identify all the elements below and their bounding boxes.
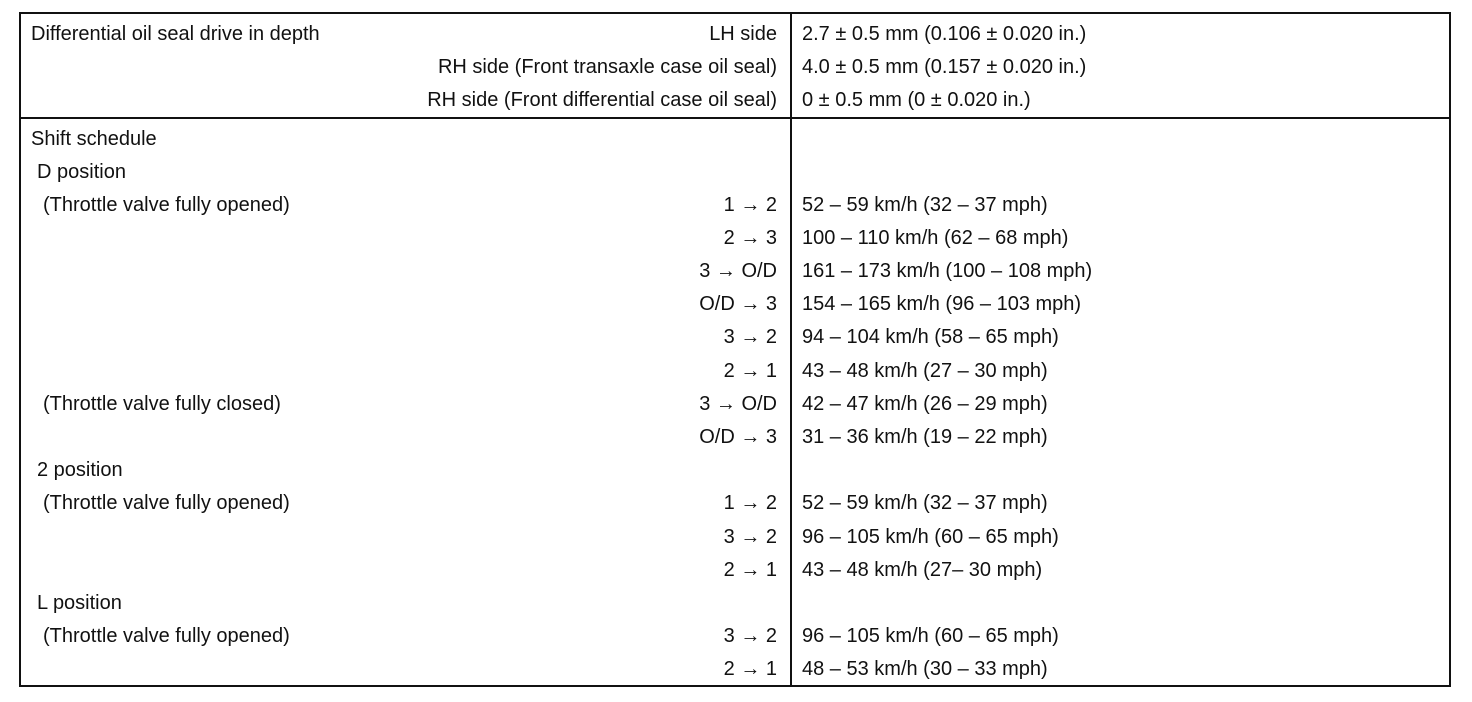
shift-speed-value: 100 – 110 km/h (62 – 68 mph) xyxy=(802,227,1069,249)
table-row xyxy=(21,421,1449,454)
table-row xyxy=(21,355,1449,388)
shift-speed-value: 94 – 104 km/h (58 – 65 mph) xyxy=(802,326,1059,348)
table-row xyxy=(21,487,1449,520)
shift-label: 3 → 2 xyxy=(723,326,777,348)
table-row xyxy=(21,587,1449,620)
spec-table xyxy=(19,12,1451,687)
section-divider xyxy=(21,117,1449,119)
seal-side-label: RH side (Front differential case oil seal) xyxy=(427,89,777,111)
table-row xyxy=(21,123,1449,156)
shift-label: 3 → O/D xyxy=(699,393,777,415)
seal-side-label: RH side (Front transaxle case oil seal) xyxy=(437,56,777,78)
shift-speed-value: 52 – 59 km/h (32 – 37 mph) xyxy=(802,492,1048,514)
table-row xyxy=(21,156,1449,189)
shift-label: 3 → 2 xyxy=(723,625,777,647)
table-row xyxy=(21,554,1449,587)
table-row xyxy=(21,255,1449,288)
throttle-condition-label: (Throttle valve fully opened) xyxy=(43,194,290,216)
shift-speed-value: 43 – 48 km/h (27 – 30 mph) xyxy=(802,360,1048,382)
shift-label: 2 → 1 xyxy=(723,360,777,382)
table-row xyxy=(21,653,1449,686)
table-row xyxy=(21,18,1449,51)
shift-speed-value: 52 – 59 km/h (32 – 37 mph) xyxy=(802,194,1048,216)
shift-speed-value: 96 – 105 km/h (60 – 65 mph) xyxy=(802,526,1059,548)
table-row xyxy=(21,521,1449,554)
table-row xyxy=(21,84,1449,117)
shift-speed-value: 154 – 165 km/h (96 – 103 mph) xyxy=(802,293,1082,315)
shift-speed-value: 96 – 105 km/h (60 – 65 mph) xyxy=(802,625,1059,647)
table-row xyxy=(21,620,1449,653)
shift-label: 3 → O/D xyxy=(699,260,777,282)
d-position-label: D position xyxy=(37,161,126,183)
shift-label: O/D → 3 xyxy=(699,426,777,448)
shift-speed-value: 42 – 47 km/h (26 – 29 mph) xyxy=(802,393,1048,415)
l-position-label: L position xyxy=(37,592,122,614)
shift-speed-value: 48 – 53 km/h (30 – 33 mph) xyxy=(802,658,1048,680)
shift-label: 1 → 2 xyxy=(723,492,777,514)
table-row xyxy=(21,321,1449,354)
shift-schedule-title: Shift schedule xyxy=(31,128,157,150)
seal-value: 0 ± 0.5 mm (0 ± 0.020 in.) xyxy=(802,89,1031,111)
table-row xyxy=(21,288,1449,321)
shift-label: 2 → 3 xyxy=(723,227,777,249)
shift-label: 2 → 1 xyxy=(723,658,777,680)
seal-side-label: LH side xyxy=(709,23,777,45)
throttle-condition-label: (Throttle valve fully opened) xyxy=(43,492,290,514)
seal-value: 2.7 ± 0.5 mm (0.106 ± 0.020 in.) xyxy=(802,23,1087,45)
throttle-condition-label: (Throttle valve fully closed) xyxy=(43,393,281,415)
shift-label: O/D → 3 xyxy=(699,293,777,315)
shift-label: 2 → 1 xyxy=(723,559,777,581)
shift-speed-value: 161 – 173 km/h (100 – 108 mph) xyxy=(802,260,1093,282)
throttle-condition-label: (Throttle valve fully opened) xyxy=(43,625,290,647)
table-row xyxy=(21,388,1449,421)
shift-speed-value: 31 – 36 km/h (19 – 22 mph) xyxy=(802,426,1048,448)
seal-title: Differential oil seal drive in depth xyxy=(31,23,320,45)
shift-label: 1 → 2 xyxy=(723,194,777,216)
seal-value: 4.0 ± 0.5 mm (0.157 ± 0.020 in.) xyxy=(802,56,1087,78)
table-row xyxy=(21,189,1449,222)
table-row xyxy=(21,454,1449,487)
shift-label: 3 → 2 xyxy=(723,526,777,548)
two-position-label: 2 position xyxy=(37,459,123,481)
table-row xyxy=(21,51,1449,84)
table-row xyxy=(21,222,1449,255)
shift-speed-value: 43 – 48 km/h (27– 30 mph) xyxy=(802,559,1043,581)
